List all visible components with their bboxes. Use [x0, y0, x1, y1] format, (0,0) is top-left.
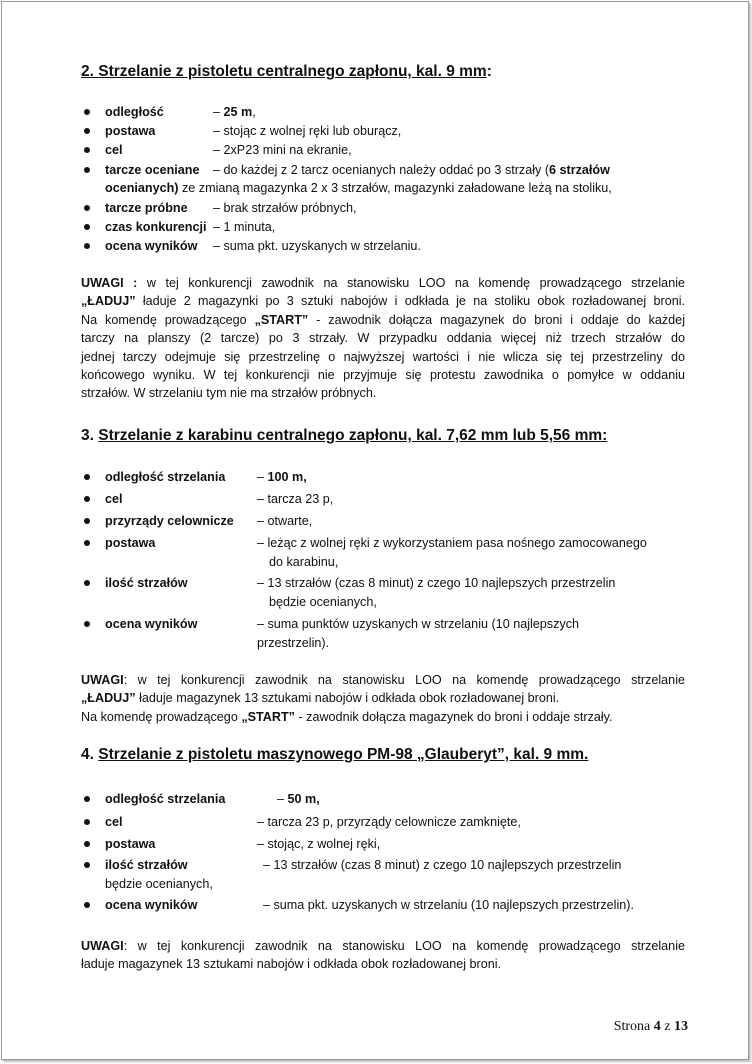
notes-line: Na komendę prowadzącego „START” - zawodnik dołącza magazynek do broni i oddaje do każdej — [81, 312, 685, 327]
item-value: – 13 strzałów (czas 8 minut) z czego 10 najlepszych przestrzelin — [263, 858, 622, 872]
item-label: odległość — [105, 105, 164, 119]
notes-line: końcowego wyniku. W tej konkurencji nie przyjmuje się protestu zawodnika o pomyłce w oddaniu — [81, 367, 685, 382]
bullet-icon — [84, 243, 90, 249]
notes-paragraph — [81, 274, 685, 403]
item-value: – suma punktów uzyskanych w strzelaniu (10 najlepszych — [257, 617, 579, 631]
notes-paragraph — [81, 671, 685, 726]
page-number: Strona 4 z 13 — [613, 1019, 688, 1034]
notes-line: ładuje magazynek 13 sztukami nabojów i odkłada obok rozładowanej broni. — [81, 957, 502, 972]
bullet-icon — [84, 621, 90, 627]
item-value: – 2xP23 mini na ekranie, — [213, 143, 352, 157]
item-value: – leżąc z wolnej ręki z wykorzystaniem pasa nośnego zamocowanego — [257, 536, 647, 550]
bullet-icon — [84, 841, 90, 847]
notes-line: strzałów. W strzelaniu tym nie ma strzałów próbnych. — [81, 386, 377, 401]
bullet-icon — [84, 496, 90, 502]
item-label: ilość strzałów — [105, 576, 188, 590]
item-value: – stojąc, z wolnej ręki, — [257, 837, 381, 851]
section-4-title: 4. Strzelanie z pistoletu maszynowego PM-98 „Glauberyt”, kal. 9 mm. — [81, 746, 589, 763]
item-label: cel — [105, 143, 123, 157]
item-label: przyrządy celownicze — [105, 514, 234, 528]
item-value: – suma pkt. uzyskanych w strzelaniu. — [213, 239, 421, 253]
item-label: czas konkurencji — [105, 220, 207, 234]
bullet-icon — [84, 224, 90, 230]
bullet-icon — [84, 819, 90, 825]
item-value-continuation: będzie ocenianych, — [269, 595, 377, 609]
item-label: tarcze oceniane — [105, 163, 200, 177]
item-value: – tarcza 23 p, przyrządy celownicze zamknięte, — [257, 815, 521, 829]
bullet-icon — [84, 518, 90, 524]
bullet-icon — [84, 474, 90, 480]
item-label: postawa — [105, 536, 156, 550]
item-label: ocena wyników — [105, 239, 198, 253]
notes-paragraph — [81, 937, 685, 974]
item-label: postawa — [105, 124, 156, 138]
item-value: – 25 m, — [213, 105, 256, 119]
bullet-icon — [84, 862, 90, 868]
item-value: – tarcza 23 p, — [257, 492, 334, 506]
bullet-icon — [84, 540, 90, 546]
item-value: – 1 minuta, — [213, 220, 276, 234]
item-value: – otwarte, — [257, 514, 313, 528]
notes-line: UWAGI: w tej konkurencji zawodnik na stanowisku LOO na komendę prowadzącego strzelanie — [81, 939, 685, 953]
item-label: ocena wyników — [105, 898, 198, 912]
item-value: – do każdej z 2 tarcz ocenianych należy oddać po 3 strzały (6 strzałów — [213, 163, 610, 177]
bullet-icon — [84, 205, 90, 211]
bullet-icon — [84, 580, 90, 586]
notes-line: jednej tarczy odejmuje się przestrzelinę o najwyższej wartości i nie wlicza się tej przestrzeliny do — [81, 349, 685, 364]
item-label: odległość strzelania — [105, 792, 226, 806]
bullet-icon — [84, 902, 90, 908]
item-label: tarcze próbne — [105, 201, 188, 215]
bullet-icon — [84, 796, 90, 802]
bullet-icon — [84, 147, 90, 153]
bullet-icon — [84, 128, 90, 134]
item-value: – 50 m, — [277, 792, 320, 806]
notes-line: tarczy na planszy (2 tarcze) po 3 strzały. W przypadku oddania więcej niż trzech strzałów do — [81, 331, 685, 346]
notes-line: UWAGI: w tej konkurencji zawodnik na stanowisku LOO na komendę prowadzącego strzelanie — [81, 673, 685, 687]
item-label: odległość strzelania — [105, 470, 226, 484]
bullet-icon — [84, 109, 90, 115]
item-value: – 13 strzałów (czas 8 minut) z czego 10 najlepszych przestrzelin — [257, 576, 616, 590]
item-value: – 100 m, — [257, 470, 307, 484]
notes-line: „ŁADUJ” ładuje magazynek 13 sztukami nabojów i odkłada obok rozładowanej broni. — [81, 691, 560, 706]
item-value: ocenianych) ze zmianą magazynka 2 x 3 strzałów, magazynki załadowane leżą na stoliku, — [105, 181, 612, 195]
item-value: – stojąc z wolnej ręki lub oburącz, — [213, 124, 402, 138]
item-value: – suma pkt. uzyskanych w strzelaniu (10 najlepszych przestrzelin). — [263, 898, 634, 912]
item-label: cel — [105, 815, 123, 829]
item-label: cel — [105, 492, 123, 506]
item-value: – brak strzałów próbnych, — [213, 201, 357, 215]
notes-line: „ŁADUJ” ładuje 2 magazynki po 3 sztuki nabojów i odkłada je na stoliku obok rozładowanej broni. — [81, 294, 685, 309]
section-2-title: 2. Strzelanie z pistoletu centralnego zapłonu, kal. 9 mm: — [81, 63, 492, 80]
notes-line: Na komendę prowadzącego „START” - zawodnik dołącza magazynek do broni i oddaje strzały. — [81, 709, 613, 724]
item-value-continuation: do karabinu, — [269, 555, 339, 569]
item-label: postawa — [105, 837, 156, 851]
item-value-continuation: będzie ocenianych, — [105, 877, 213, 891]
section-3-title: 3. Strzelanie z karabinu centralnego zapłonu, kal. 7,62 mm lub 5,56 mm: — [81, 427, 608, 444]
bullet-icon — [84, 167, 90, 173]
item-label: ilość strzałów — [105, 858, 188, 872]
notes-line: UWAGI : w tej konkurencji zawodnik na stanowisku LOO na komendę prowadzącego strzelanie — [81, 276, 685, 290]
item-value-continuation: przestrzelin). — [257, 636, 330, 650]
item-label: ocena wyników — [105, 617, 198, 631]
document-page — [1, 1, 749, 1060]
